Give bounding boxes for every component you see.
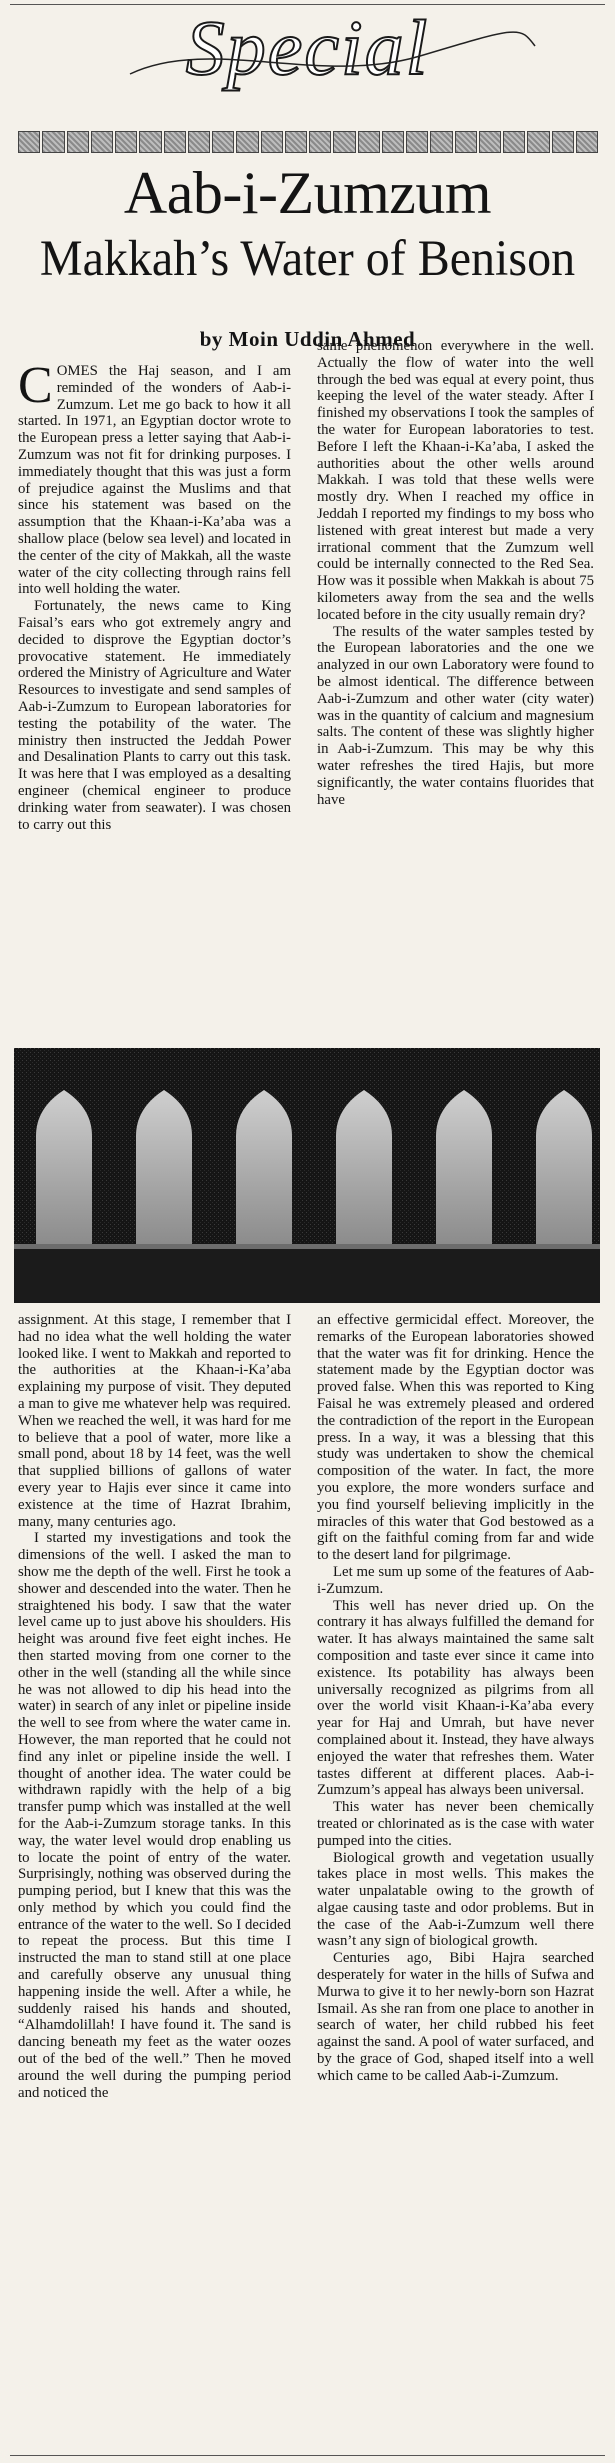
decorative-square — [430, 131, 452, 153]
arched-colonnade-photo — [14, 1048, 600, 1303]
decorative-square — [503, 131, 525, 153]
article-paragraph: Biological growth and vegetation usually takes place in most wells. This makes the water unpalatable owing to the growth of algae causing taste and odor problems. But in the case of the Aab-i-Zumzum well there wasn’t any sign of biological growth. — [317, 1849, 594, 1950]
decorative-square — [212, 131, 234, 153]
decorative-square — [67, 131, 89, 153]
article-column-2 — [317, 338, 594, 1041]
subheadline: Makkah’s Water of Benison — [39, 230, 576, 287]
bottom-rule — [10, 2455, 605, 2456]
decorative-square — [164, 131, 186, 153]
decorative-square — [261, 131, 283, 153]
arch-opening — [436, 1090, 492, 1244]
article-paragraph: assignment. At this stage, I remember that I had no idea what the well holding the water looked like. I went to Makkah and reported to the authorities at the Khaan-i-Ka’aba explaining my purpose of visit. They deputed a man to give me whatever help was required. When we reached the well, it was hard for me to believe that a pool of water, more like a small pond, about 18 by 14 feet, was the well that supplied billions of gallons of water every year to Hajis ever since it came into existence at the time of Hazrat Ibrahim, many, many centuries ago. — [18, 1312, 291, 1530]
article-paragraph: Centuries ago, Bibi Hajra searched desperately for water in the hills of Sufwa and Murwa to give it to her newly-born son Hazrat Ismail. As she ran from one place to another in search of water, her child rubbed his feet against the sand. A pool of water surfaced, and by the grace of God, shaped itself into a well which came to be called Aab-i-Zumzum. — [317, 1950, 594, 2084]
decorative-square — [139, 131, 161, 153]
byline: by Moin Uddin Ahmed — [199, 327, 416, 351]
article-paragraph: The results of the water samples tested by the European laboratories and the one we analyzed in our own Laboratory were found to be almost identical. The difference between Aab-i-Zumzum and other water (city water) was in the quantity of calcium and magnesium salts. The content of these was slightly higher in Aab-i-Zumzum. This may be why this water refreshes the tired Hajis, but more significantly, the water contains fluorides that have — [317, 623, 594, 808]
section-label: Special — [185, 4, 430, 91]
arch-opening — [36, 1090, 92, 1244]
decorative-square — [358, 131, 380, 153]
decorative-square — [188, 131, 210, 153]
paragraph-text: OMES the Haj season, and I am reminded of the wonders of Aab-i-Zumzum. Let me go back to how it all started. In 1971, an Egyptian doctor wrote to the European press a letter saying that Aab-i-Zumzum was not fit for drinking purposes. I immediately thought that this was just a form of prejudice against the Muslims and that since his statement was based on the assumption that the Khaan-i-Ka’aba was a shallow place (below sea level) and located in the center of the city of Makkah, all the waste water of the city collecting through rains fell into well holding the water. — [18, 363, 291, 598]
decorative-square — [236, 131, 258, 153]
drop-cap: C — [18, 363, 53, 414]
article-paragraph: Let me sum up some of the features of Aab-i-Zumzum. — [317, 1563, 594, 1597]
arch-opening — [136, 1090, 192, 1244]
decorative-square — [479, 131, 501, 153]
headline: Aab-i-Zumzum — [123, 160, 492, 226]
article-paragraph: same phenomenon everywhere in the well. Actually the flow of water into the well through the bed was equal at every point, thus keeping the level of the water steady. After I finished my observations I took the samples of the water for European laboratories to test. Before I left the Khaan-i-Ka’aba, I asked the authorities about the other wells around Makkah. I was told that these wells were mostly dry. When I reached my office in Jeddah I reported my findings to my boss who listened with great interest but made a very irrational comment that the Zumzum well could be internally connected to the Red Sea. How was it possible when Makkah is about 75 kilometers away from the sea and the wells located before in the city usually remain dry? — [317, 338, 594, 623]
article-column-3 — [18, 1312, 291, 2449]
arch-opening — [236, 1090, 292, 1244]
decorative-square-strip — [18, 131, 598, 153]
decorative-square — [455, 131, 477, 153]
decorative-square — [91, 131, 113, 153]
article-paragraph: This well has never dried up. On the contrary it has always fulfilled the demand for water. It has always maintained the same salt composition and taste ever since it came into existence. Its potability has always been universally recognized as pilgrims from all over the world visit Khaan-i-Ka’aba every year for Haj and Umrah, but have never complained about it. Instead, they have always enjoyed the water that refreshes them. Water tastes different at different places. Aab-i-Zumzum’s appeal has always been universal. — [317, 1597, 594, 1799]
decorative-square — [552, 131, 574, 153]
section-swash-decoration — [120, 16, 540, 86]
article-column-1 — [18, 363, 291, 1041]
decorative-square — [42, 131, 64, 153]
decorative-square — [309, 131, 331, 153]
decorative-square — [576, 131, 598, 153]
decorative-square — [333, 131, 355, 153]
decorative-square — [18, 131, 40, 153]
decorative-square — [382, 131, 404, 153]
article-paragraph: This water has never been chemically treated or chlorinated as is the case with water pumped into the cities. — [317, 1799, 594, 1849]
decorative-square — [527, 131, 549, 153]
article-paragraph: an effective germicidal effect. Moreover, the remarks of the European laboratories showed that the water was fit for drinking. Hence the statement made by the Egyptian doctor was proved false. When this was reported to King Faisal he was extremely pleased and ordered the contradiction of the report in the European press. In a way, it was a blessing that this study was undertaken to show the chemical composition of the water. In fact, the more you explore, the more wonders surface and you find yourself believing implicitly in the miracles of this water that God bestowed as a gift on the faithful coming from far and wide to the desert land for pilgrimage. — [317, 1312, 594, 1564]
decorative-square — [115, 131, 137, 153]
article-paragraph — [18, 363, 291, 598]
article-paragraph: Fortunately, the news came to King Faisal’s ears who got extremely angry and decided to disprove the Egyptian doctor’s provocative statement. He immediately ordered the Ministry of Agriculture and Water Resources to investigate and send samples of Aab-i-Zumzum to European laboratories for testing the potability of the water. The ministry then instructed the Jeddah Power and Desalination Plants to carry out this task. It was here that I was employed as a desalting engineer (chemical engineer to produce drinking water from seawater). I was chosen to carry out this — [18, 598, 291, 833]
article-paragraph: I started my investigations and took the dimensions of the well. I asked the man to show me the depth of the well. First he took a shower and descended into the water. Then he straightened his body. I saw that the water level came up to just above his shoulders. His height was around five feet eight inches. He then started moving from one corner to the other in the well (standing all the while since he was not allowed to dip his head into the water) in search of any inlet or pipeline inside the well to see from where the water came in. However, the man reported that he could not find any inlet or pipeline inside the well. I thought of another idea. The water could be withdrawn rapidly with the help of a big transfer pump which was installed at the well for the Aab-i-Zumzum storage tanks. In this way, the water level would drop enabling us to locate the point of entry of the water. Surprisingly, nothing was observed during the pumping period, but I knew that this was the only method by which you could find the entrance of the water to the well. So I decided to repeat the process. But this time I instructed the man to stand still at one place and carefully observe any unusual thing happening inside the well. After a while, he suddenly raised his hands and shouted, “Alhamdolillah! I have found it. The sand is dancing beneath my feet as the water oozes out of the bed of the well.” Then he moved around the well during the pumping period and noticed the — [18, 1530, 291, 2101]
decorative-square — [285, 131, 307, 153]
arch-opening — [336, 1090, 392, 1244]
arch-opening — [536, 1090, 592, 1244]
decorative-square — [406, 131, 428, 153]
article-column-4 — [317, 1312, 594, 2449]
